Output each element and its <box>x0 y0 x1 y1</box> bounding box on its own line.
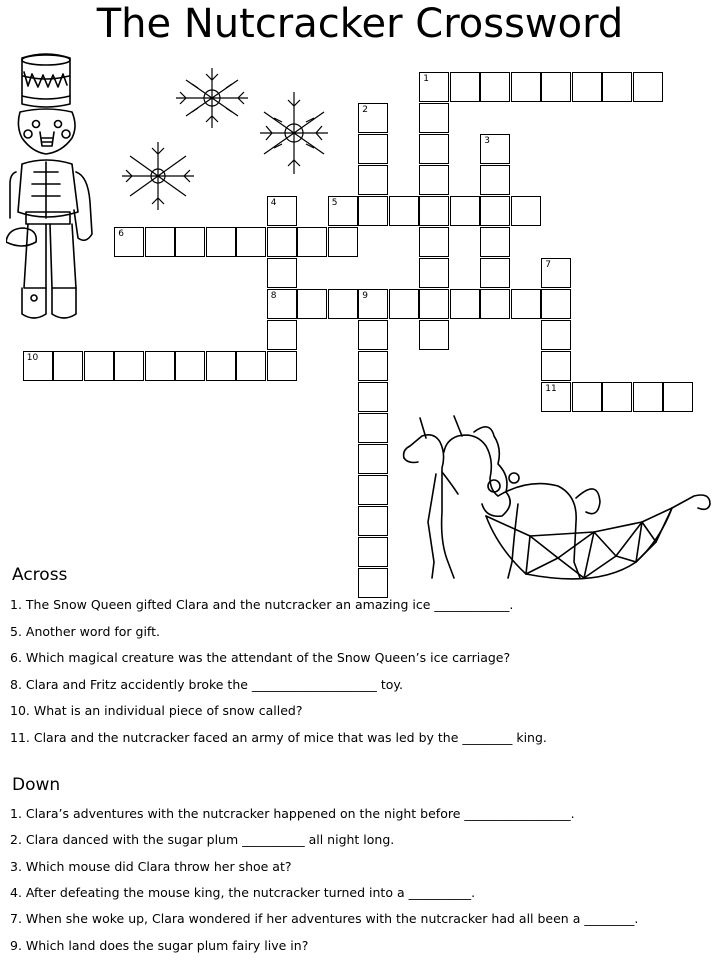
crossword-cell[interactable] <box>358 537 388 567</box>
crossword-cell[interactable] <box>328 289 358 319</box>
clue-number: 5 <box>331 197 338 208</box>
crossword-cell[interactable] <box>419 320 449 350</box>
crossword-cell[interactable] <box>633 382 663 412</box>
across-clue: 10. What is an individual piece of snow called? <box>10 703 303 719</box>
crossword-cell[interactable] <box>53 351 83 381</box>
clue-number: 4 <box>270 197 277 208</box>
crossword-cell[interactable] <box>358 568 388 598</box>
clue-number: 10 <box>26 352 39 363</box>
crossword-cell[interactable] <box>358 351 388 381</box>
crossword-cell[interactable] <box>663 382 693 412</box>
crossword-cell[interactable] <box>541 72 571 102</box>
crossword-cell[interactable] <box>358 165 388 195</box>
crossword-cell[interactable] <box>541 289 571 319</box>
crossword-cell[interactable] <box>541 258 571 288</box>
crossword-cell[interactable] <box>480 165 510 195</box>
crossword-cell[interactable] <box>267 227 297 257</box>
crossword-cell[interactable] <box>419 72 449 102</box>
crossword-cell[interactable] <box>145 227 175 257</box>
crossword-cell[interactable] <box>633 72 663 102</box>
crossword-cell[interactable] <box>328 227 358 257</box>
crossword-cell[interactable] <box>480 227 510 257</box>
clue-number: 7 <box>545 259 551 270</box>
down-clue: 2. Clara danced with the sugar plum __________ all night long. <box>10 832 395 848</box>
clue-number: 9 <box>362 290 368 301</box>
crossword-cell[interactable] <box>358 289 388 319</box>
crossword-cell[interactable] <box>572 72 602 102</box>
crossword-cell[interactable] <box>358 506 388 536</box>
crossword-cell[interactable] <box>23 351 53 381</box>
crossword-cell[interactable] <box>419 258 449 288</box>
crossword-cell[interactable] <box>480 196 510 226</box>
crossword-cell[interactable] <box>358 320 388 350</box>
across-clue: 6. Which magical creature was the attendant of the Snow Queen’s ice carriage? <box>10 650 511 666</box>
crossword-cell[interactable] <box>358 444 388 474</box>
down-clue: 4. After defeating the mouse king, the nutcracker turned into a __________. <box>10 884 476 900</box>
crossword-cell[interactable] <box>236 351 266 381</box>
crossword-cell[interactable] <box>175 351 205 381</box>
crossword-cell[interactable] <box>480 134 510 164</box>
crossword-cell[interactable] <box>511 289 541 319</box>
crossword-cell[interactable] <box>358 475 388 505</box>
across-clue: 5. Another word for gift. <box>10 623 160 639</box>
clue-number: 2 <box>362 104 368 115</box>
crossword-cell[interactable] <box>480 72 510 102</box>
crossword-cell[interactable] <box>480 289 510 319</box>
across-heading: Across <box>12 565 68 585</box>
crossword-cell[interactable] <box>267 196 297 226</box>
clue-number: 1 <box>423 73 429 84</box>
crossword-cell[interactable] <box>450 72 480 102</box>
crossword-cell[interactable] <box>419 165 449 195</box>
down-heading: Down <box>12 775 61 795</box>
crossword-cell[interactable] <box>450 289 480 319</box>
clue-number: 6 <box>118 228 124 239</box>
crossword-cell[interactable] <box>267 351 297 381</box>
down-clue: 1. Clara’s adventures with the nutcracker happened on the night before _________________. <box>10 806 575 821</box>
down-clue: 7. When she woke up, Clara wondered if her adventures with the nutcracker had all been a ________. <box>10 911 639 927</box>
down-clue: 9. Which land does the sugar plum fairy live in? <box>10 937 309 953</box>
down-clue: 3. Which mouse did Clara throw her shoe at? <box>10 858 292 874</box>
clue-number: 3 <box>484 135 490 146</box>
crossword-cell[interactable] <box>175 227 205 257</box>
crossword-cell[interactable] <box>511 196 541 226</box>
crossword-cell[interactable] <box>206 351 236 381</box>
crossword-cell[interactable] <box>419 289 449 319</box>
crossword-cell[interactable] <box>358 196 388 226</box>
crossword-cell[interactable] <box>419 103 449 133</box>
across-clue: 1. The Snow Queen gifted Clara and the nutcracker an amazing ice ____________. <box>10 597 514 612</box>
crossword-cell[interactable] <box>419 227 449 257</box>
crossword-cell[interactable] <box>297 227 327 257</box>
crossword-cell[interactable] <box>358 382 388 412</box>
crossword-cell[interactable] <box>602 382 632 412</box>
crossword-cell[interactable] <box>206 227 236 257</box>
crossword-cell[interactable] <box>541 351 571 381</box>
crossword-cell[interactable] <box>267 258 297 288</box>
crossword-cell[interactable] <box>236 227 266 257</box>
crossword-cell[interactable] <box>297 289 327 319</box>
across-clue: 8. Clara and Fritz accidently broke the ____________________ toy. <box>10 676 404 692</box>
crossword-cell[interactable] <box>480 258 510 288</box>
crossword-cell[interactable] <box>145 351 175 381</box>
crossword-cell[interactable] <box>267 289 297 319</box>
crossword-cell[interactable] <box>114 227 144 257</box>
crossword-cell[interactable] <box>328 196 358 226</box>
crossword-cell[interactable] <box>541 320 571 350</box>
crossword-cell[interactable] <box>450 196 480 226</box>
clue-number: 11 <box>545 383 557 394</box>
clue-number: 8 <box>270 290 277 301</box>
crossword-cell[interactable] <box>389 196 419 226</box>
crossword-cell[interactable] <box>602 72 632 102</box>
crossword-cell[interactable] <box>419 196 449 226</box>
crossword-cell[interactable] <box>358 103 388 133</box>
crossword-cell[interactable] <box>84 351 114 381</box>
crossword-cell[interactable] <box>389 289 419 319</box>
crossword-cell[interactable] <box>511 72 541 102</box>
crossword-cell[interactable] <box>267 320 297 350</box>
crossword-cell[interactable] <box>572 382 602 412</box>
across-clue: 11. Clara and the nutcracker faced an army of mice that was led by the ________ king. <box>10 730 547 745</box>
crossword-cell[interactable] <box>358 134 388 164</box>
crossword-cell[interactable] <box>358 413 388 443</box>
crossword-cell[interactable] <box>114 351 144 381</box>
crossword-cell[interactable] <box>541 382 571 412</box>
crossword-cell[interactable] <box>419 134 449 164</box>
page-title: The Nutcracker Crossword <box>96 1 624 47</box>
